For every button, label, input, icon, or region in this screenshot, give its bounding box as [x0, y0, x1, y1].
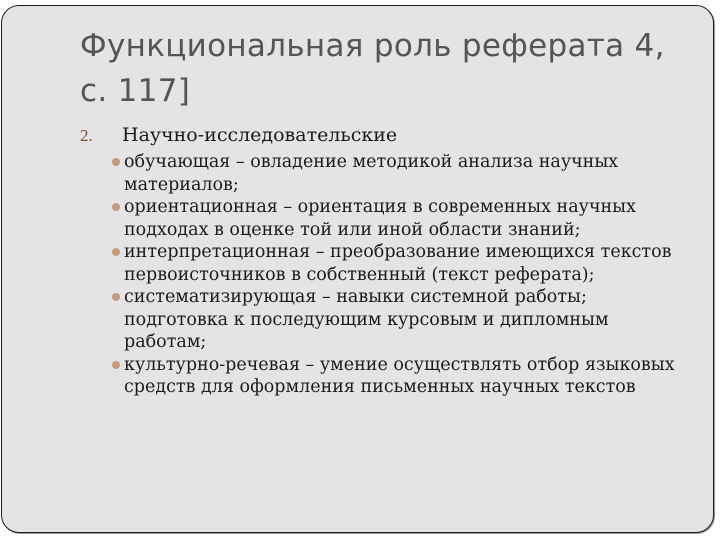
bullet-list — [80, 151, 690, 399]
list-item — [80, 151, 690, 196]
bullet-text: обучающая – овладение методикой анализа научных материалов; — [124, 152, 619, 195]
bullet-icon — [112, 361, 120, 369]
bullet-icon — [112, 248, 120, 256]
item-heading: Научно-исследовательские — [122, 124, 398, 146]
bullet-text: ориентационная – ориентация в современных научных подходах в оценке той или иной области знаний; — [124, 197, 636, 240]
list-item — [80, 196, 690, 241]
bullet-text: интерпретационная – преобразование имеющихся текстов первоисточников в собственный (текст реферата); — [124, 242, 672, 285]
bullet-icon — [112, 293, 120, 301]
slide-title: Функциональная роль реферата 4, с. 117] — [80, 28, 665, 109]
slide-content — [80, 122, 690, 399]
bullet-icon — [112, 158, 120, 166]
numbered-item — [80, 122, 690, 149]
bullet-text: систематизирующая – навыки системной работы; подготовка к последующим курсовым и дипломным работам; — [124, 287, 609, 352]
list-item — [80, 286, 690, 354]
item-number: 2. — [80, 126, 93, 145]
bullet-text: культурно-речевая – умение осуществлять отбор языковых средств для оформления письменных научных текстов — [124, 354, 675, 397]
slide — [1, 5, 714, 533]
list-item — [80, 241, 690, 286]
list-item — [80, 354, 690, 399]
bullet-icon — [112, 203, 120, 211]
